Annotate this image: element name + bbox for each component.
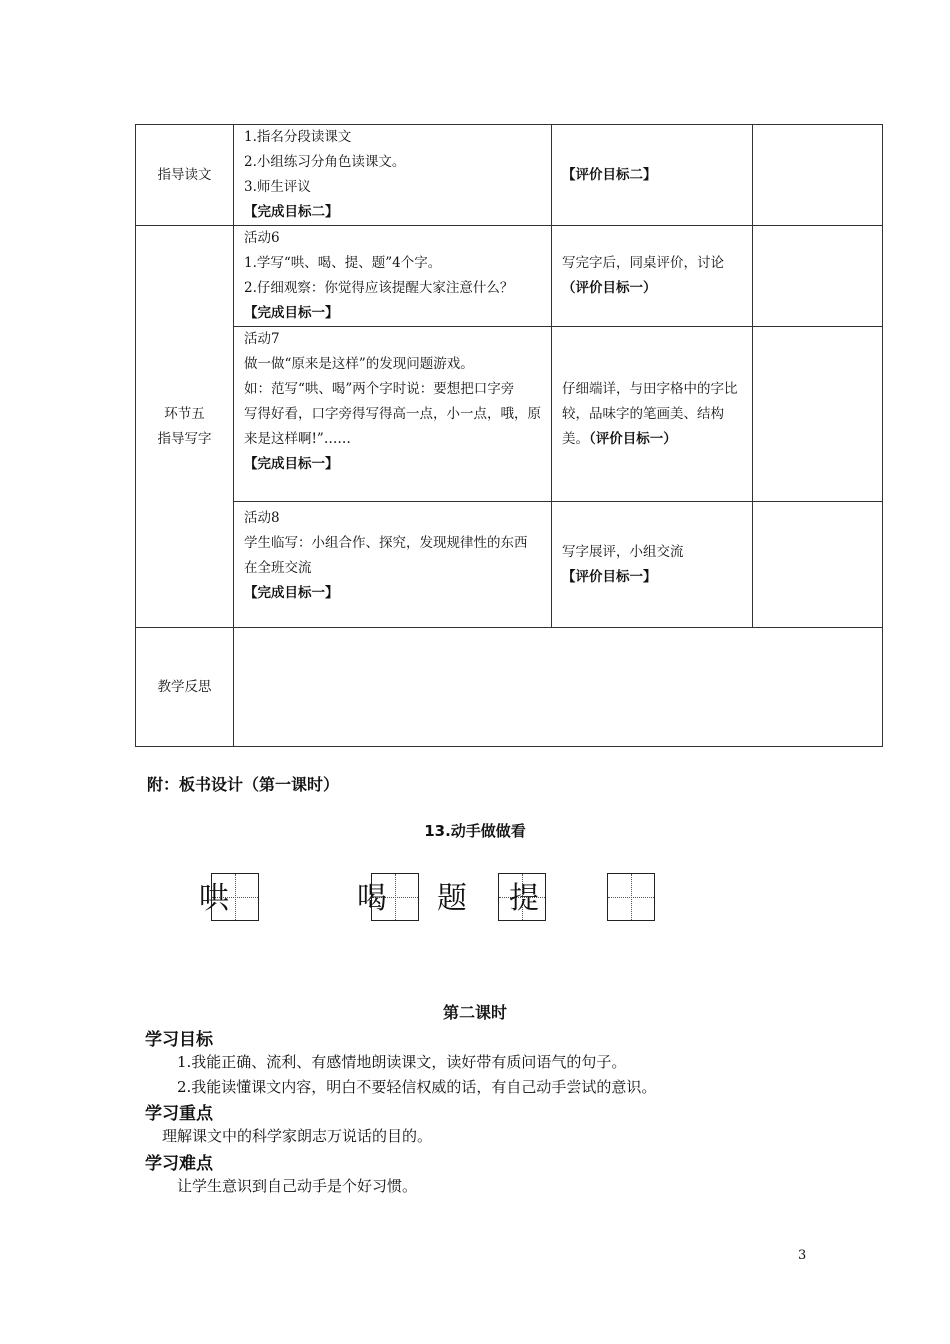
focus-heading: 学习重点 <box>145 1104 213 1124</box>
board-character: 提 <box>509 881 539 916</box>
tianzige-box <box>607 873 655 921</box>
goal-item: 1.我能正确、流利、有感情地朗读课文，读好带有质问语气的句子。 <box>177 1053 627 1071</box>
reflection-content-cell <box>234 628 883 747</box>
second-lesson-title: 第二课时 <box>442 1003 507 1022</box>
activity-line: 1.指名分段读课文 <box>244 129 352 145</box>
evaluation-goal: 【评价目标一】 <box>562 568 657 585</box>
goal-label: 【完成目标二】 <box>244 204 339 220</box>
activity-line: 如：范写“哄、喝”两个字时说：要想把口字旁 <box>244 381 515 397</box>
goals-heading: 学习目标 <box>145 1030 213 1050</box>
goal-item: 2.我能读懂课文内容，明白不要轻信权威的话，有自己动手尝试的意识。 <box>177 1078 657 1096</box>
stage-cell <box>136 226 234 628</box>
activity-line: 在全班交流 <box>244 560 312 576</box>
activity-line: 写得好看，口字旁得写得高一点，小一点，哦，原 <box>244 406 541 422</box>
page-number: 3 <box>798 1248 807 1263</box>
evaluation-goal: （评价目标一） <box>589 430 677 447</box>
goal-label: 【完成目标一】 <box>244 585 339 601</box>
activity-line: 2.仔细观察：你觉得应该提醒大家注意什么？ <box>244 280 514 296</box>
activity-line: 活动6 <box>244 230 280 246</box>
empty-cell <box>753 125 883 226</box>
activity-cell <box>234 327 552 502</box>
activity-line: 活动8 <box>244 510 280 526</box>
evaluation-text: 写字展评，小组交流 <box>562 543 684 560</box>
evaluation-cell <box>552 327 753 502</box>
table-row <box>136 628 883 747</box>
stage-cell: 指导读文 <box>136 125 234 226</box>
evaluation-goal: （评价目标一） <box>562 280 657 296</box>
difficulty-heading: 学习难点 <box>145 1154 213 1174</box>
evaluation-text: 美。 <box>562 430 589 447</box>
evaluation-text: 仔细端详，与田字格中的字比 <box>562 380 738 397</box>
appendix-heading: 附：板书设计（第一课时） <box>147 775 340 794</box>
activity-line: 来是这样啊!”…… <box>244 431 351 447</box>
empty-cell <box>753 502 883 628</box>
empty-cell <box>753 226 883 327</box>
evaluation-cell <box>552 502 753 628</box>
activity-cell <box>234 226 552 327</box>
focus-text: 理解课文中的科学家朗志万说话的目的。 <box>162 1127 433 1145</box>
evaluation-text: 较，品味字的笔画美、结构 <box>562 405 724 422</box>
activity-line: 3.师生评议 <box>244 179 311 195</box>
activity-line: 2.小组练习分角色读课文。 <box>244 154 406 170</box>
empty-cell <box>753 327 883 502</box>
activity-cell <box>234 502 552 628</box>
table-row <box>136 327 883 502</box>
goal-label: 【完成目标一】 <box>244 456 339 472</box>
goal-label: 【完成目标一】 <box>244 305 339 321</box>
evaluation-cell <box>552 226 753 327</box>
table-row <box>136 226 883 327</box>
activity-line: 学生临写：小组合作、探究，发现规律性的东西 <box>244 535 528 551</box>
stage-label: 指导写字 <box>157 430 212 447</box>
evaluation-cell: 【评价目标二】 <box>552 125 753 226</box>
board-character: 题 <box>437 881 467 916</box>
activity-line: 活动7 <box>244 331 280 347</box>
reflection-label-cell: 教学反思 <box>136 628 234 747</box>
activity-cell <box>234 125 552 226</box>
board-character: 哄 <box>199 881 229 916</box>
activity-line: 1.学写“哄、喝、提、题”4个字。 <box>244 255 442 271</box>
lesson-plan-table <box>135 124 883 747</box>
evaluation-text: 写完字后，同桌评价，讨论 <box>562 255 724 271</box>
board-character: 喝 <box>357 881 387 916</box>
table-row <box>136 502 883 628</box>
activity-line: 做一做“原来是这样”的发现问题游戏。 <box>244 356 474 372</box>
stage-label: 环节五 <box>164 405 205 422</box>
difficulty-text: 让学生意识到自己动手是个好习惯。 <box>177 1177 418 1195</box>
lesson-title: 13.动手做做看 <box>424 822 526 840</box>
table-row <box>136 125 883 226</box>
